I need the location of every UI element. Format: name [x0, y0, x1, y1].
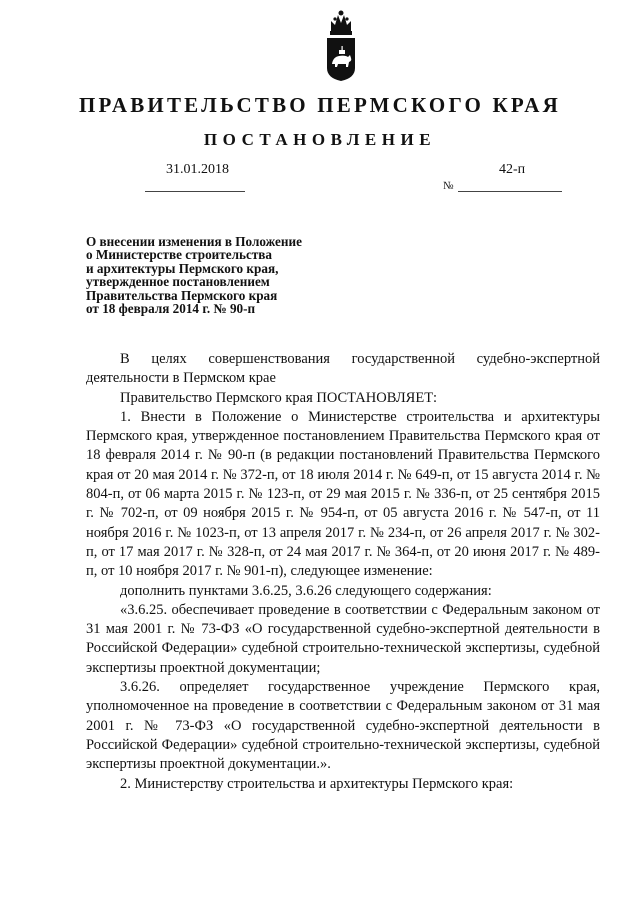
document-body	[86, 350, 600, 794]
subject-line: о Министерстве строительства	[86, 247, 273, 263]
number-underline	[458, 191, 562, 192]
government-title: ПРАВИТЕЛЬСТВО ПЕРМСКОГО КРАЯ	[78, 93, 561, 117]
body-paragraph: Правительство Пермского края ПОСТАНОВЛЯЕТ:	[120, 389, 438, 406]
date-underline	[145, 191, 245, 192]
subject-line: утвержденное постановлением	[86, 274, 270, 290]
subject-line: О внесении изменения в Положение	[86, 234, 302, 249]
document-kind: ПОСТАНОВЛЕНИЕ	[203, 130, 437, 149]
subject-line: и архитектуры Пермского края,	[86, 260, 279, 276]
body-paragraph: 3.6.26. определяет государственное учреждение Пермского края, уполномоченное на проведение в соответствии с Федеральным законом от 31 мая 2001 г. № 73-ФЗ «О государственной судебно-экспертной деятельности в Российской Федерации» судебной строительно-технической экспертизы, судебной экспертизы проектной документации.».	[86, 679, 600, 773]
document-date: 31.01.2018	[166, 162, 229, 177]
body-paragraph: 2. Министерству строительства и архитектуры Пермского края:	[120, 775, 514, 792]
number-sign: №	[443, 180, 454, 192]
document-number: 42-п	[499, 162, 526, 177]
coat-of-arms-icon	[324, 4, 358, 82]
document-subject	[86, 235, 361, 315]
body-paragraph: «3.6.25. обеспечивает проведение в соответствии с Федеральным законом от 31 мая 2001 г. № 73-ФЗ «О государственной судебно-экспертной деятельности в Российской Федерации» судебной строительно-технической экспертизы, судебной экспертизы проектной документации;	[86, 601, 600, 676]
subject-line: от 18 февраля 2014 г. № 90-п	[86, 301, 256, 317]
body-paragraph: 1. Внести в Положение о Министерстве строительства и архитектуры Пермского края, утвержденное постановлением Правительства Пермского края от 18 февраля 2014 г. № 90-п (в редакции постановлений Правительства Пермского края от 20 мая 2014 г. № 372-п, от 18 июля 2014 г. № 649-п, от 15 августа 2014 г. № 804-п, от 06 марта 2015 г. № 123-п, от 29 мая 2015 г. № 336-п, от 25 сентября 2015 г. № 702-п, от 09 ноября 2015 г. № 954-п, от 05 августа 2016 г. № 547-п, от 11 ноября 2016 г. № 1023-п, от 13 апреля 2017 г. № 234-п, от 26 апреля 2017 г. № 302-п, от 17 мая 2017 г. № 328-п, от 24 мая 2017 г. № 364-п, от 20 июня 2017 г. № 489-п, от 10 ноября 2017 г. № 901-п), следующее изменение:	[86, 408, 600, 580]
body-paragraph: дополнить пунктами 3.6.25, 3.6.26 следующего содержания:	[120, 582, 492, 599]
subject-line: Правительства Пермского края	[86, 287, 278, 303]
body-paragraph: В целях совершенствования государственной судебно-экспертной деятельности в Пермском крае	[86, 351, 600, 387]
